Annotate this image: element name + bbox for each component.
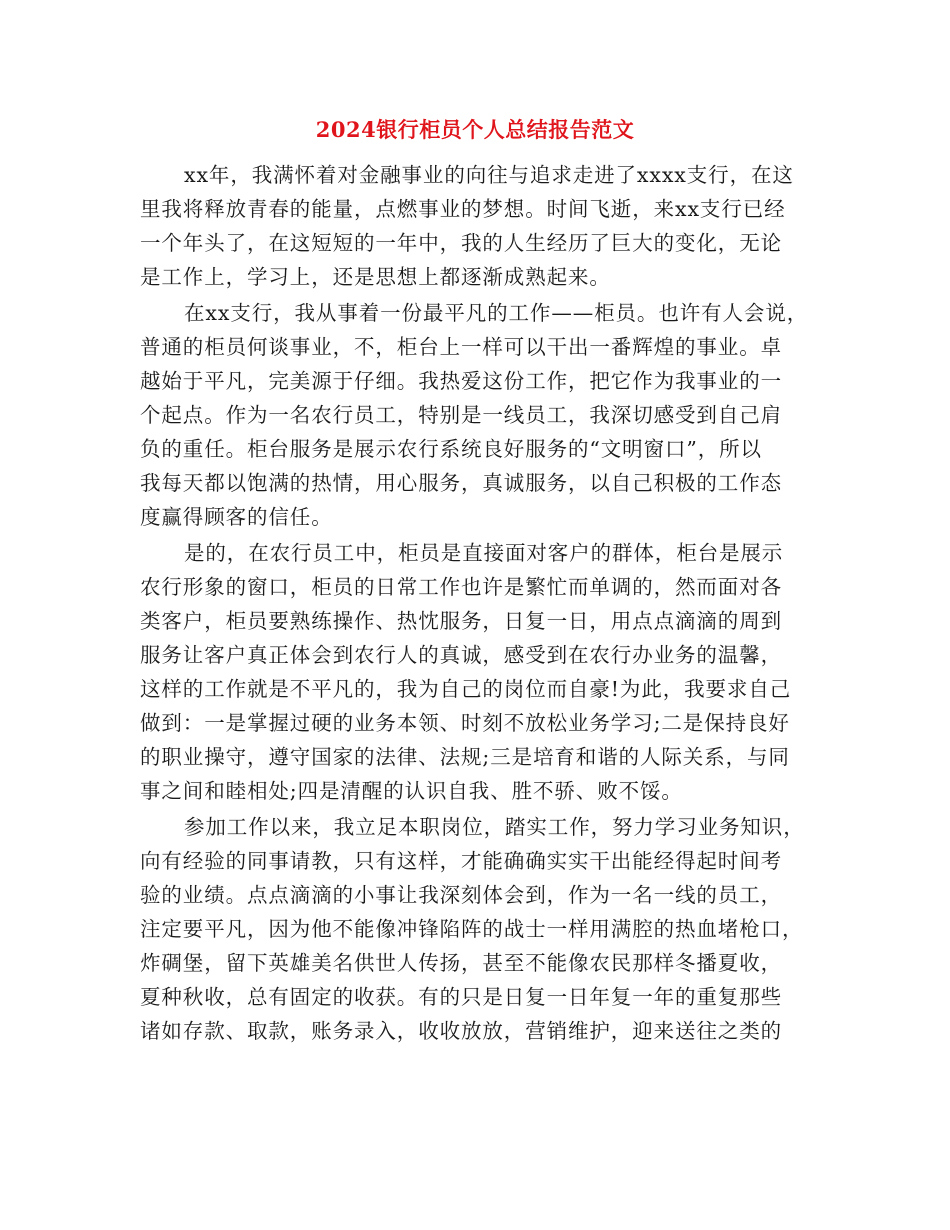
paragraph-line: 向有经验的同事请教，只有这样，才能确确实实干出能经得起时间考 (140, 849, 782, 873)
paragraph-line: 个起点。作为一名农行员工，特别是一线员工，我深切感受到自己肩 (140, 403, 782, 427)
paragraph-line: 服务让客户真正体会到农行人的真诚，感受到在农行办业务的温馨， (140, 643, 782, 667)
paragraph-line: 的职业操守，遵守国家的法律、法规;三是培育和谐的人际关系，与同 (140, 745, 790, 769)
paragraph-first-line: 是的，在农行员工中，柜员是直接面对客户的群体，柜台是展示 (184, 541, 784, 565)
paragraph-line: 负的重任。柜台服务是展示农行系统良好服务的“文明窗口”，所以 (140, 437, 762, 461)
paragraph-line: 农行形象的窗口，柜员的日常工作也许是繁忙而单调的，然而面对各 (140, 575, 782, 599)
paragraph-line: 类客户，柜员要熟练操作、热忱服务，日复一日，用点点滴滴的周到 (140, 609, 782, 633)
paragraph-line: 我每天都以饱满的热情，用心服务，真诚服务，以自己积极的工作态 (140, 471, 782, 495)
paragraph-line: 这样的工作就是不平凡的，我为自己的岗位而自豪!为此，我要求自己 (140, 677, 792, 701)
paragraph-first-line: 参加工作以来，我立足本职岗位，踏实工作，努力学习业务知识， (184, 815, 805, 839)
paragraph-line: 事之间和睦相处;四是清醒的认识自我、胜不骄、败不馁。 (140, 779, 683, 803)
paragraph-line: 诸如存款、取款，账务录入，收收放放，营销维护，迎来送往之类的 (140, 1019, 782, 1043)
paragraph-line: 验的业绩。点点滴滴的小事让我深刻体会到，作为一名一线的员工， (140, 883, 782, 907)
paragraph-line: 一个年头了，在这短短的一年中，我的人生经历了巨大的变化，无论 (140, 231, 782, 255)
paragraph-line: 炸碉堡，留下英雄美名供世人传扬，甚至不能像农民那样冬播夏收， (140, 951, 782, 975)
paragraph-line: 越始于平凡，完美源于仔细。我热爱这份工作，把它作为我事业的一 (140, 369, 782, 393)
document-body (140, 158, 820, 1048)
paragraph-line: 里我将释放青春的能量，点燃事业的梦想。时间飞逝，来xx支行已经 (140, 197, 786, 221)
paragraph-line: 注定要平凡，因为他不能像冲锋陷阵的战士一样用满腔的热血堵枪口， (140, 917, 804, 941)
paragraph-first-line: 在xx支行，我从事着一份最平凡的工作——柜员。也许有人会说， (184, 301, 809, 325)
paragraph-line: 度赢得顾客的信任。 (140, 505, 333, 529)
paragraph-line: 是工作上，学习上，还是思想上都逐渐成熟起来。 (140, 265, 611, 289)
paragraph-line: 做到：一是掌握过硬的业务本领、时刻不放松业务学习;二是保持良好 (140, 711, 790, 735)
paragraph-line: 夏种秋收，总有固定的收获。有的只是日复一日年复一年的重复那些 (140, 985, 782, 1009)
paragraph-line: 普通的柜员何谈事业，不，柜台上一样可以干出一番辉煌的事业。卓 (140, 335, 782, 359)
paragraph-first-line: xx年，我满怀着对金融事业的向往与追求走进了xxxx支行，在这 (184, 163, 794, 187)
document-title: 2024银行柜员个人总结报告范文 (315, 117, 635, 142)
